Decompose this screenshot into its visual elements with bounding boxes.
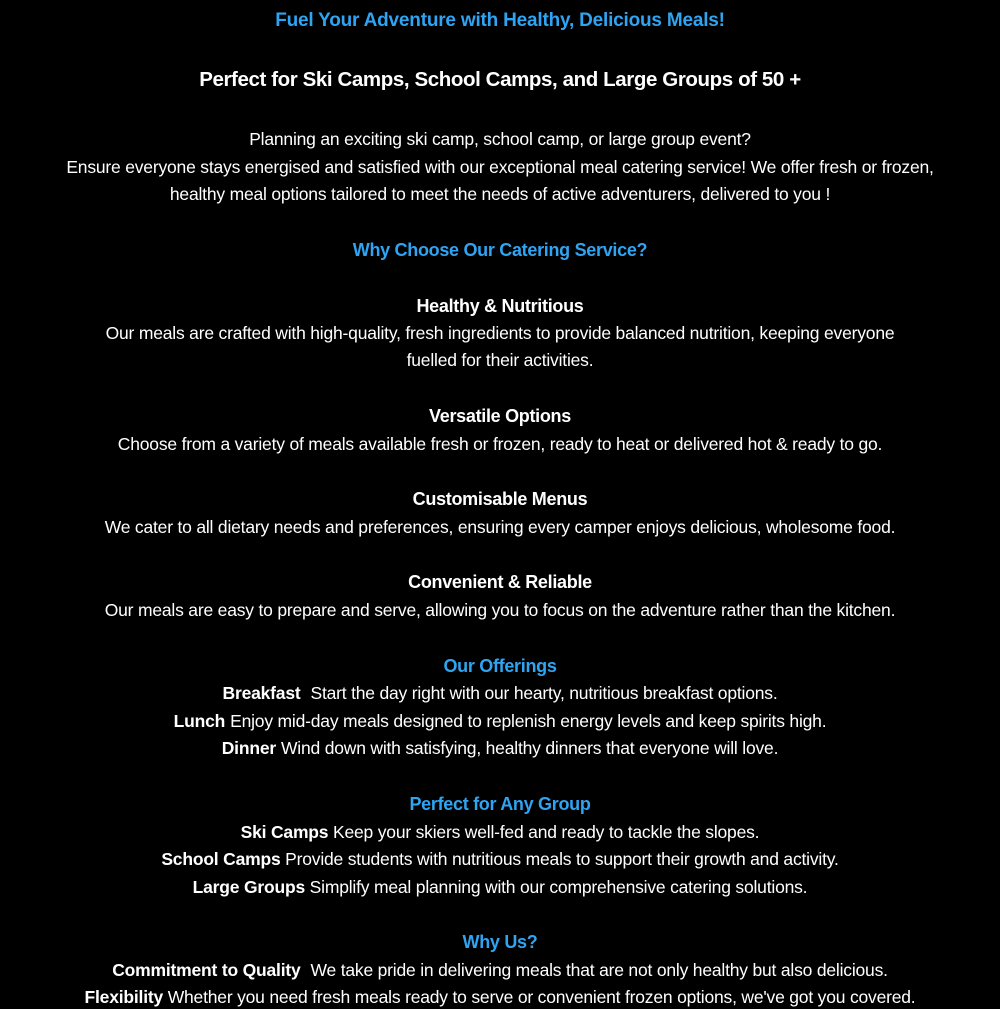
section-heading-groups: Perfect for Any Group: [409, 794, 591, 814]
why-us-text-quality: We take pride in delivering meals that are not only healthy but also delicious.: [310, 960, 888, 980]
feature-title-healthy: Healthy & Nutritious: [416, 296, 584, 316]
group-ski-camps: [0, 820, 1000, 844]
feature-text-versatile: Choose from a variety of meals available fresh or frozen, ready to heat or delivered hot & ready to go.: [117, 434, 883, 454]
offering-breakfast: [0, 681, 1000, 705]
offering-text-breakfast: Start the day right with our hearty, nutritious breakfast options.: [310, 683, 778, 703]
feature-title-convenient: Convenient & Reliable: [408, 572, 592, 592]
offering-dinner: [0, 736, 1000, 760]
group-label-school-camps: School Camps: [161, 849, 281, 869]
group-text-school-camps: Provide students with nutritious meals to support their growth and activity.: [285, 849, 839, 869]
offering-label-dinner: Dinner: [221, 738, 276, 758]
feature-text-convenient: Our meals are easy to prepare and serve, allowing you to focus on the adventure rather than the kitchen.: [104, 600, 896, 620]
offering-label-lunch: Lunch: [173, 711, 226, 731]
why-us-flexibility: [0, 985, 1000, 1009]
why-us-quality: [0, 958, 1000, 982]
group-school-camps: [0, 847, 1000, 871]
group-label-ski-camps: Ski Camps: [240, 822, 329, 842]
section-heading-why-us: Why Us?: [462, 932, 538, 952]
feature-title-customisable: Customisable Menus: [412, 489, 588, 509]
why-us-text-flexibility: Whether you need fresh meals ready to serve or convenient frozen options, we've got you covered.: [167, 987, 916, 1007]
group-large-groups: [0, 875, 1000, 899]
group-text-ski-camps: Keep your skiers well-fed and ready to tackle the slopes.: [333, 822, 760, 842]
intro-line-3: healthy meal options tailored to meet the needs of active adventurers, delivered to you !: [169, 184, 831, 204]
section-heading-offerings: Our Offerings: [443, 656, 557, 676]
why-us-label-flexibility: Flexibility: [84, 987, 164, 1007]
feature-text-healthy-2: fuelled for their activities.: [406, 350, 594, 370]
feature-title-versatile: Versatile Options: [429, 406, 571, 426]
offering-lunch: [0, 709, 1000, 733]
why-us-label-quality: Commitment to Quality: [112, 960, 301, 980]
feature-text-customisable: We cater to all dietary needs and preferences, ensuring every camper enjoys delicious, wholesome food.: [104, 517, 896, 537]
feature-text-healthy-1: Our meals are crafted with high-quality, fresh ingredients to provide balanced nutrition, keeping everyone: [105, 323, 895, 343]
offering-text-dinner: Wind down with satisfying, healthy dinners that everyone will love.: [280, 738, 779, 758]
page-subtitle: Perfect for Ski Camps, School Camps, and Large Groups of 50 +: [199, 68, 801, 91]
offering-text-lunch: Enjoy mid-day meals designed to replenish energy levels and keep spirits high.: [230, 711, 827, 731]
offering-label-breakfast: Breakfast: [222, 683, 301, 703]
intro-line-1: Planning an exciting ski camp, school camp, or large group event?: [249, 129, 751, 149]
section-heading-why-choose: Why Choose Our Catering Service?: [352, 240, 648, 260]
intro-line-2: Ensure everyone stays energised and satisfied with our exceptional meal catering service! We offer fresh or frozen,: [66, 157, 934, 177]
page-title: Fuel Your Adventure with Healthy, Delicious Meals!: [275, 10, 725, 31]
group-text-large-groups: Simplify meal planning with our comprehensive catering solutions.: [309, 877, 808, 897]
group-label-large-groups: Large Groups: [192, 877, 305, 897]
